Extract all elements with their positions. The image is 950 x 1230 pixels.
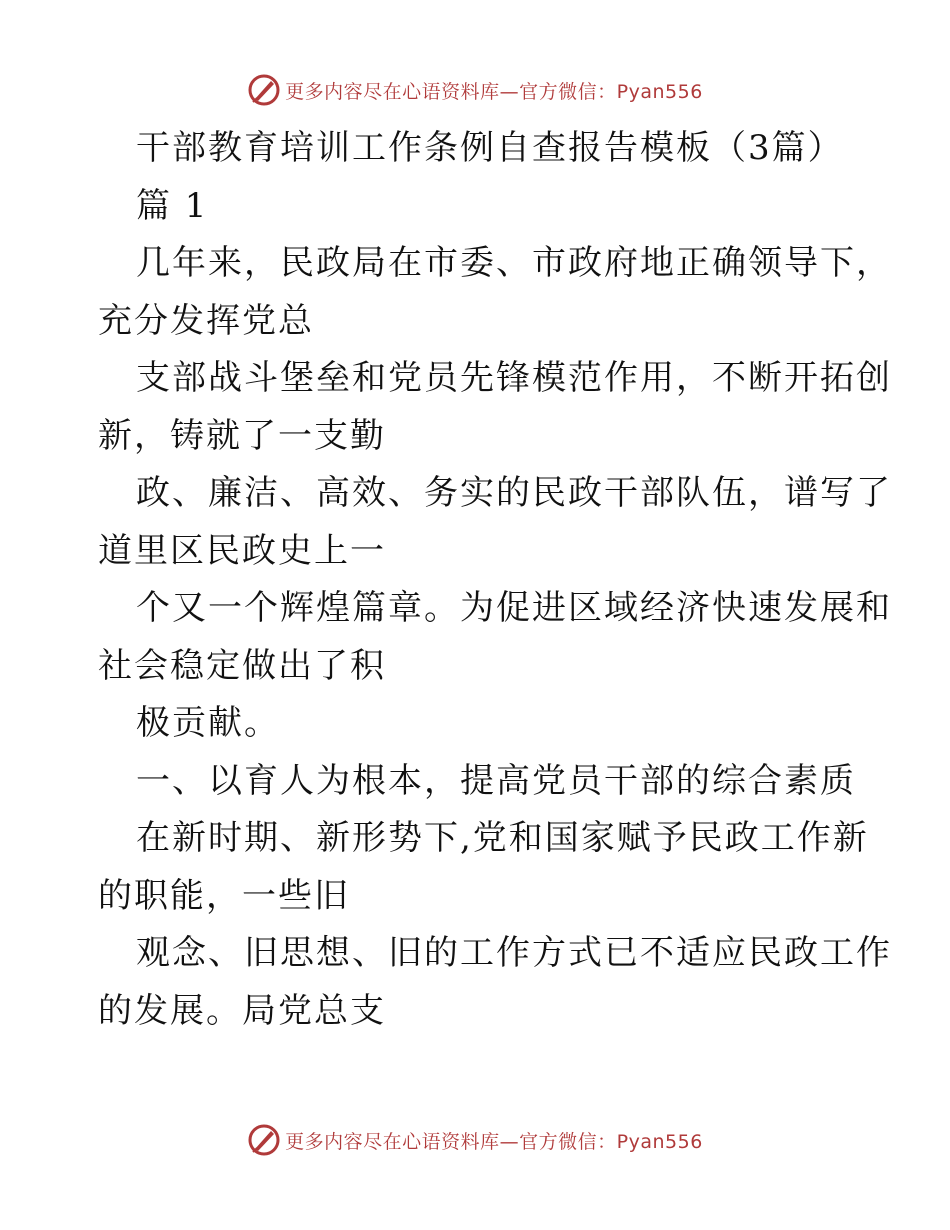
text-line: 几年来，民政局在市委、市政府地正确领导下，: [136, 243, 892, 283]
text-line: 的发展。局党总支: [98, 990, 386, 1031]
text-line: 一、以育人为根本，提高党员干部的综合素质: [136, 760, 856, 801]
text-line: 社会稳定做出了积: [98, 645, 386, 686]
quill-logo-icon: [247, 73, 281, 107]
text-line: 的职能，一些旧: [98, 875, 350, 916]
text-line: 在新时期、新形势下,党和国家赋予民政工作新: [136, 818, 869, 858]
text-line: 个又一个辉煌篇章。为促进区域经济快速发展和: [136, 588, 892, 628]
text-line: 道里区民政史上一: [98, 530, 386, 571]
text-line: 篇 1: [136, 185, 209, 226]
text-line: 充分发挥党总: [98, 300, 314, 341]
watermark-text: 更多内容尽在心语资料库—官方微信：Pyan556: [285, 1130, 703, 1153]
quill-logo-icon: [247, 1123, 281, 1157]
text-line: 极贡献。: [136, 703, 280, 743]
text-line: 支部战斗堡垒和党员先锋模范作用，不断开拓创: [136, 358, 892, 398]
watermark-text: 更多内容尽在心语资料库—官方微信：Pyan556: [285, 80, 703, 103]
text-line: 新，铸就了一支勤: [98, 415, 386, 456]
text-line: 政、廉洁、高效、务实的民政干部队伍，谱写了: [136, 473, 892, 513]
document-body: [98, 120, 892, 1040]
text-line: 观念、旧思想、旧的工作方式已不适应民政工作: [136, 933, 892, 973]
document-title: 干部教育培训工作条例自查报告模板（3篇）: [136, 128, 844, 168]
header-watermark: [0, 70, 950, 110]
footer-watermark: [0, 1120, 950, 1160]
